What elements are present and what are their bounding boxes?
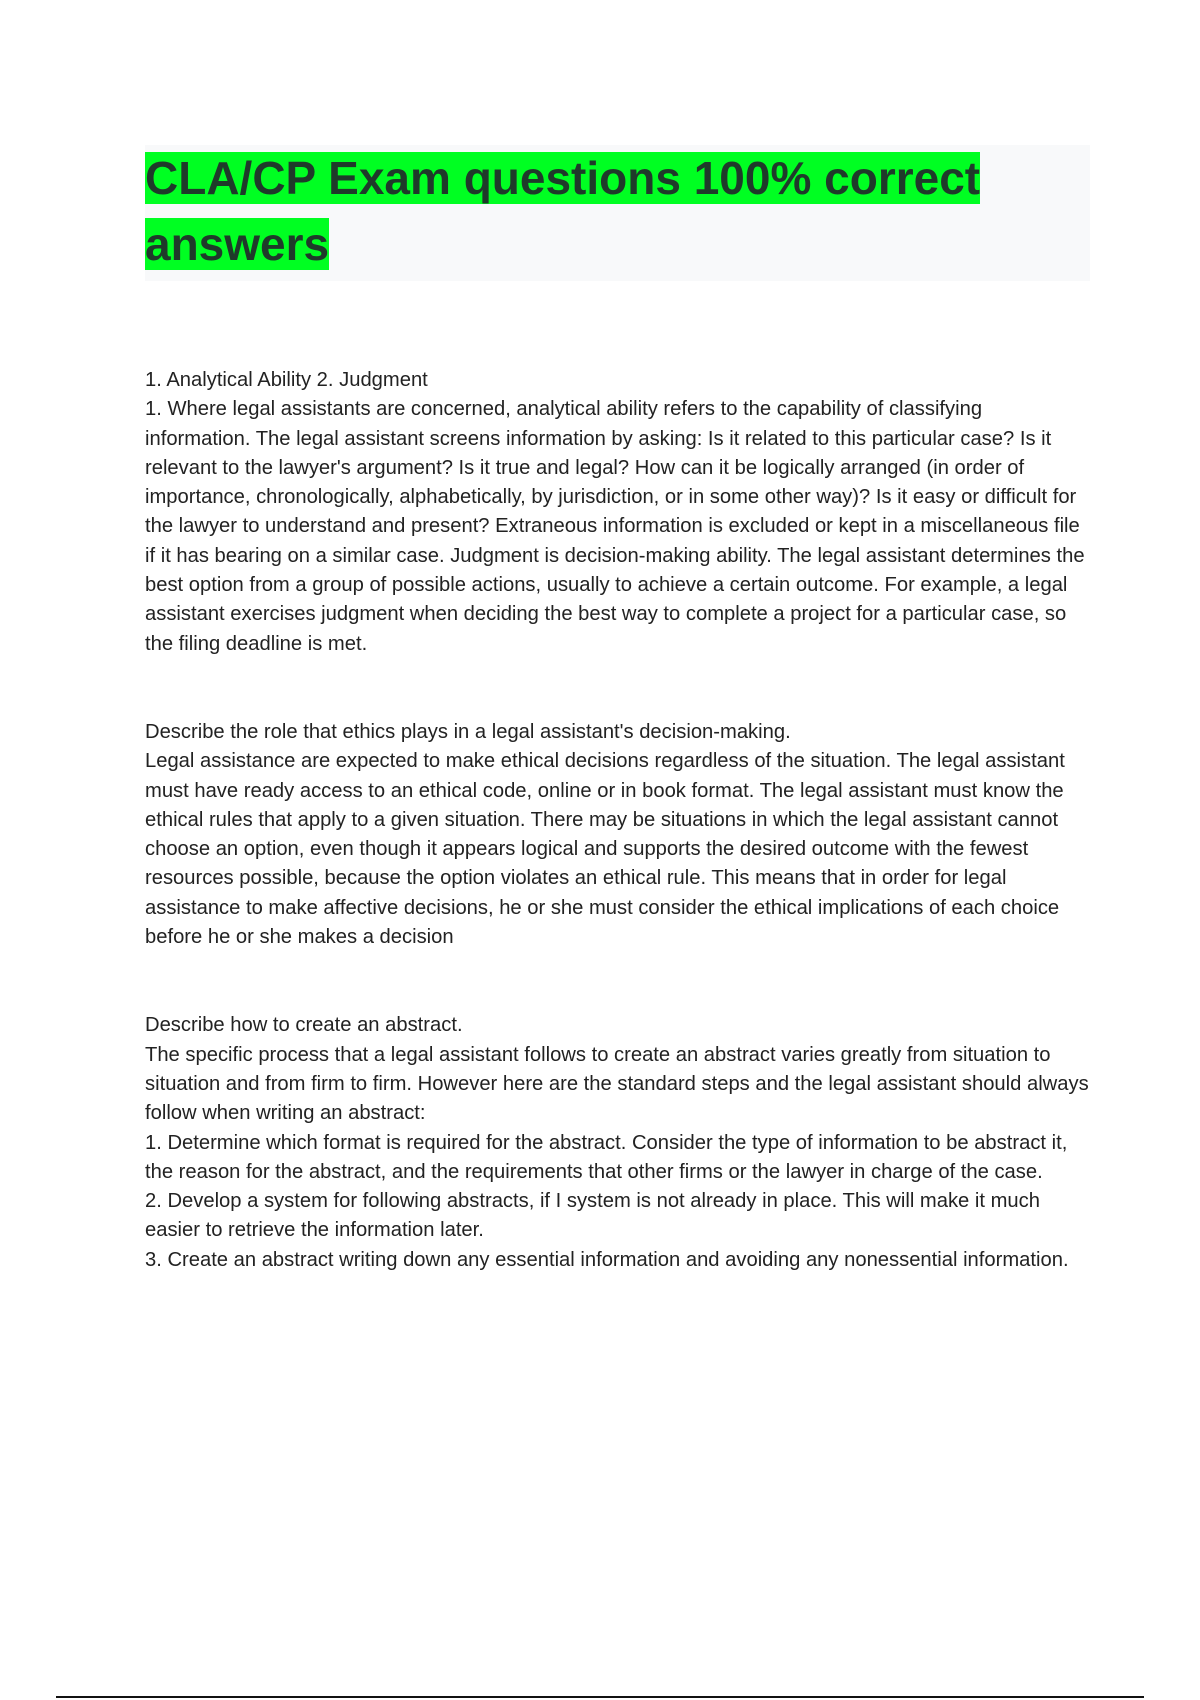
question-text: Describe the role that ethics plays in a legal assistant's decision-making. <box>145 720 791 743</box>
answer-text: Legal assistance are expected to make ethical decisions regardless of the situation. The legal assistant must have ready access to an ethical code, online or in book format. The legal assistant must know the ethical rules that apply to a given situation. There may be situations in which the legal assistant cannot choose an option, even though it appears logical and supports the desired outcome with the fewest resources possible, because the option violates an ethical rule. This means that in order for legal assistance to make affective decisions, he or she must consider the ethical implications of each choice before he or she makes a decision <box>145 750 1065 949</box>
qa-content <box>145 366 1090 1334</box>
footer-divider <box>56 1696 1144 1698</box>
title-highlight: CLA/CP Exam questions 100% correct answers <box>145 152 981 270</box>
qa-entry-1 <box>145 366 1090 659</box>
answer-step-2: 2. Develop a system for following abstracts, if I system is not already in place. This will make it much easier to retrieve the information later. <box>145 1190 1040 1242</box>
qa-entry-3 <box>145 1011 1090 1275</box>
title-block <box>145 145 1090 281</box>
question-text: 1. Analytical Ability 2. Judgment <box>145 369 428 391</box>
question-text: Describe how to create an abstract. <box>145 1014 463 1037</box>
answer-step-1: 1. Determine which format is required for the abstract. Consider the type of information to be abstract it, the reason for the abstract, and the requirements that other firms or the lawyer in charge of the case. <box>145 1131 1068 1183</box>
document-title <box>145 145 1090 277</box>
answer-step-3: 3. Create an abstract writing down any essential information and avoiding any nonessential information. <box>145 1248 1069 1271</box>
qa-entry-2 <box>145 718 1090 952</box>
answer-text: The specific process that a legal assistant follows to create an abstract varies greatly from situation to situation and from firm to firm. However here are the standard steps and the legal assistant should always follow when writing an abstract: <box>145 1043 1089 1125</box>
answer-text: 1. Where legal assistants are concerned, analytical ability refers to the capability of classifying information. The legal assistant screens information by asking: Is it related to this particular case? Is it relevant to the lawyer's argument? Is it true and legal? How can it be logically arranged (in order of importance, chronologically, alphabetically, by jurisdiction, or in some other way)? Is it easy or difficult for the lawyer to understand and present? Extraneous information is excluded or kept in a miscellaneous file if it has bearing on a similar case. Judgment is decision-making ability. The legal assistant determines the best option from a group of possible actions, usually to achieve a certain outcome. For example, a legal assistant exercises judgment when deciding the best way to complete a project for a particular case, so the filing deadline is met. <box>145 398 1085 655</box>
